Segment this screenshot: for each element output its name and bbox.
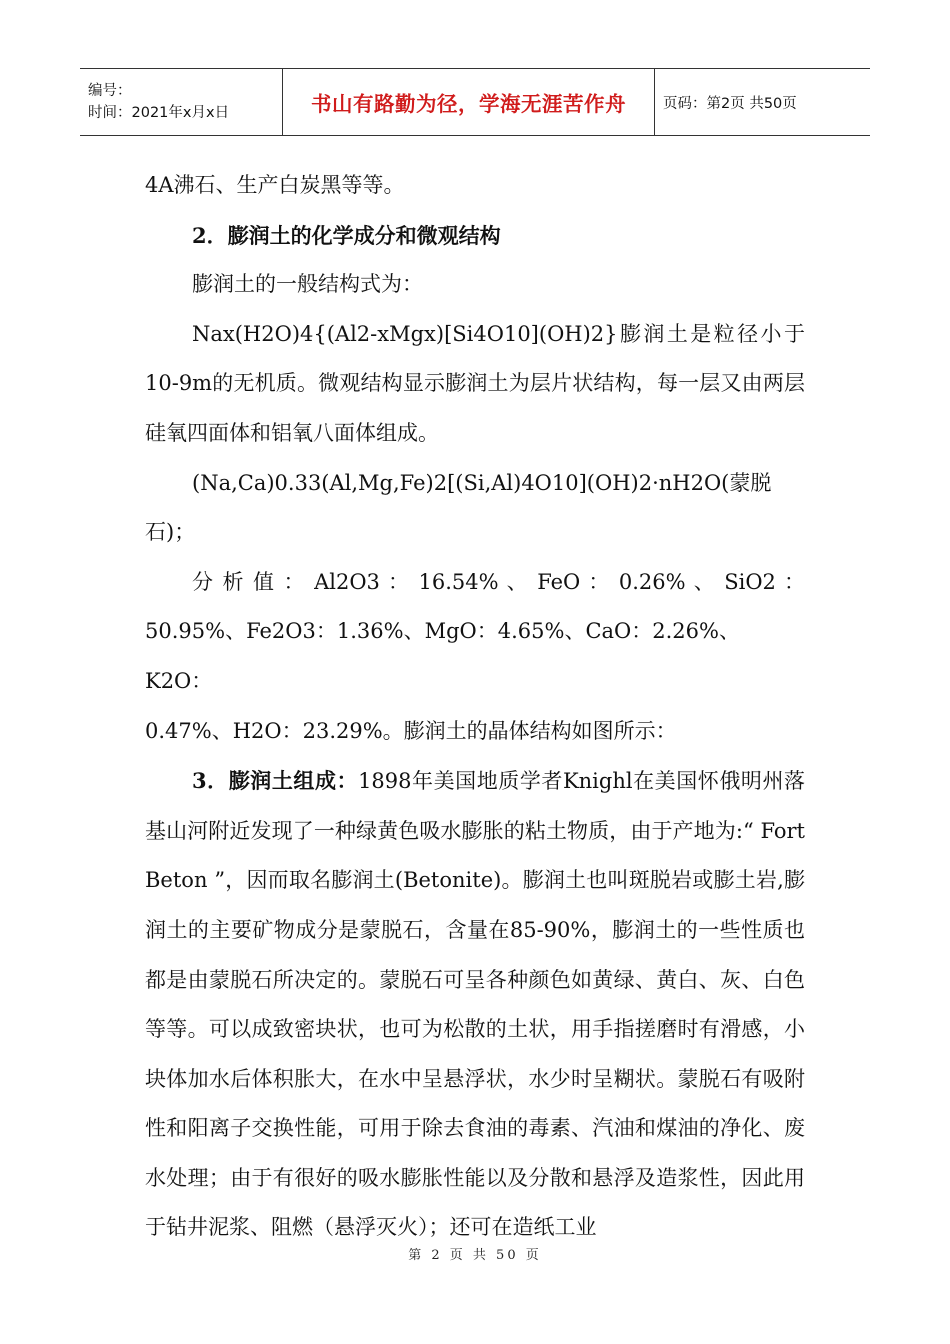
document-body [145, 161, 805, 1253]
page-footer: 第 2 页 共 50 页 [408, 1248, 542, 1263]
paragraph-6 [145, 756, 805, 1253]
analysis-line-1: 分 析 值 ： Al2O3 ： 16.54% 、 FeO ： 0.26% 、 SiO2 ： [192, 569, 805, 594]
header-meta [80, 69, 283, 135]
section-heading-3: 3．膨润土组成： [192, 768, 359, 794]
header-motto: 书山有路勤为径，学海无涯苦作舟 [283, 69, 655, 135]
header-page-info: 页码：第2页 共50页 [663, 95, 797, 112]
header-number-label: 编号： [88, 83, 132, 99]
header-time-label: 时间：2021年x月x日 [88, 105, 230, 121]
analysis-line-3: 0.47%、H2O：23.29%。膨润土的晶体结构如图所示： [145, 718, 677, 743]
analysis-line-2: 50.95%、Fe2O3：1.36%、MgO：4.65%、CaO：2.26%、K2O： [145, 619, 740, 693]
paragraph-4: (Na,Ca)0.33(Al,Mg,Fe)2[(Si,Al)4O10](OH)2·nH2O(蒙脱石)； [145, 470, 772, 545]
paragraph-2: 膨润土的一般结构式为： [192, 272, 423, 297]
paragraph-1: 4A沸石、生产白炭黑等等。 [145, 173, 405, 197]
section-heading-2: 2．膨润土的化学成分和微观结构 [192, 222, 501, 248]
page-header [80, 68, 870, 136]
paragraph-3: Nax(H2O)4{(Al2-xMgx)[Si4O10](OH)2}膨润土是粒径小于10-9m的无机质。微观结构显示膨润土为层片状结构，每一层又由两层硅氧四面体和铝氧八面体组成。 [145, 321, 805, 445]
paragraph-6-text: 1898年美国地质学者Knighl在美国怀俄明州落基山河附近发现了一种绿黄色吸水膨胀的粘土物质，由于产地为:“ Fort Beton ”，因而取名膨润土(Betonite)。膨润土也叫斑脱岩或膨土岩,膨润土的主要矿物成分是蒙脱石，含量在85-90%，膨润土的一些性质也都是由蒙脱石所决定的。蒙脱石可呈各种颜色如黄绿、黄白、灰、白色等等。可以成致密块状，也可为松散的土状，用手指搓磨时有滑感，小块体加水后体积胀大，在水中呈悬浮状，水少时呈糊状。蒙脱石有吸附性和阳离子交换性能，可用于除去食油的毒素、汽油和煤油的净化、废水处理；由于有很好的吸水膨胀性能以及分散和悬浮及造浆性，因此用于钻井泥浆、阻燃（悬浮灭火）；还可在造纸工业 [145, 769, 805, 1240]
